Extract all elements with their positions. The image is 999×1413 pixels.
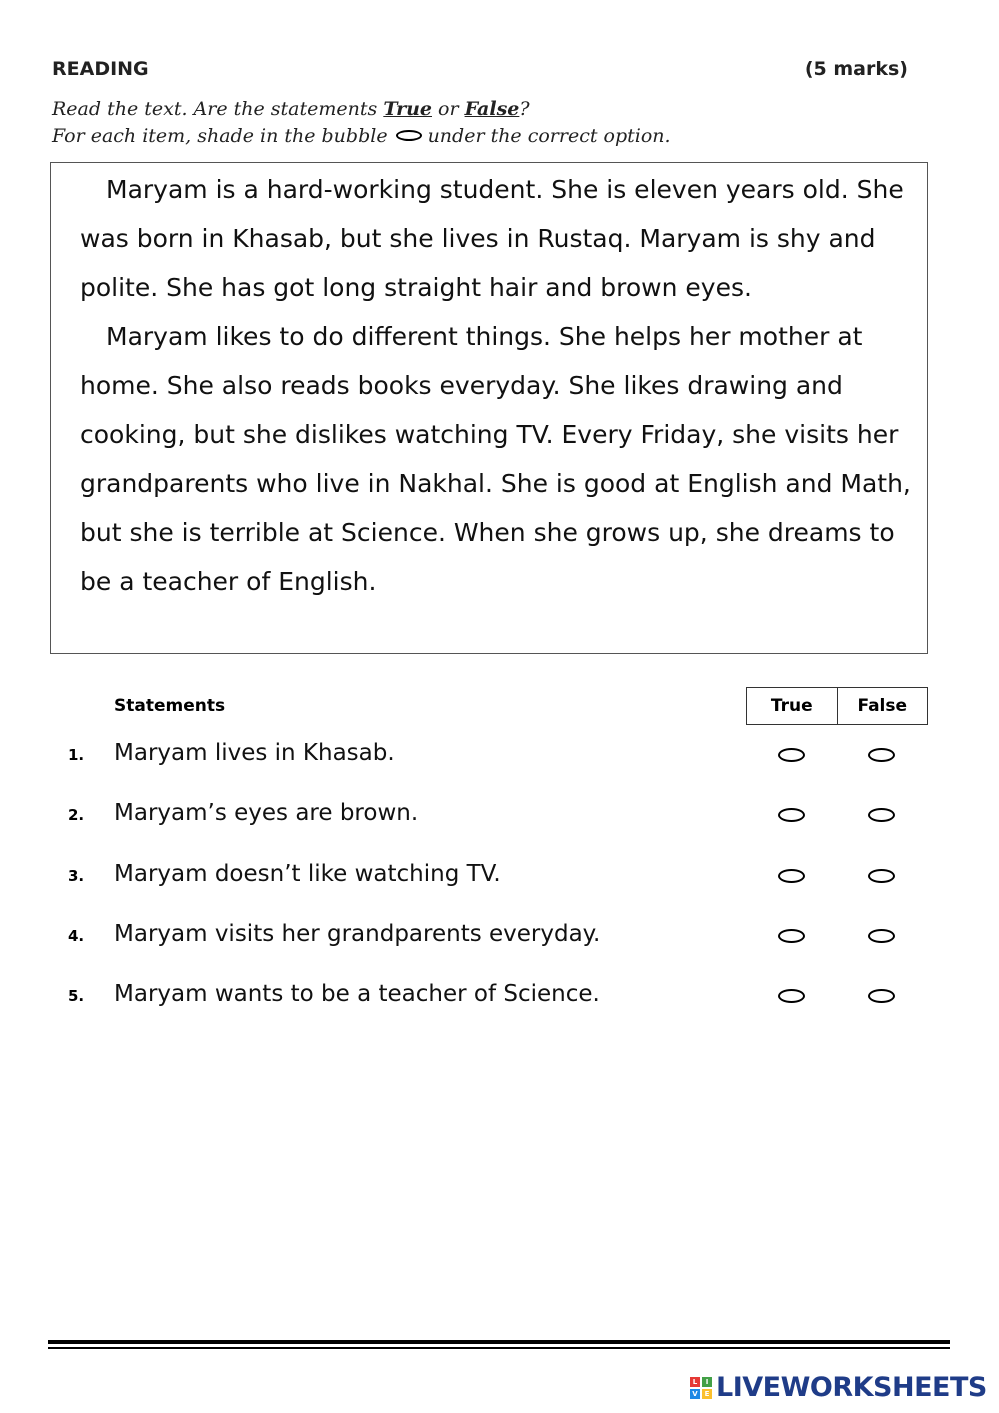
logo-square-e: E	[702, 1389, 712, 1399]
passage-paragraph-2: Maryam likes to do different things. She helps her mother at home. She also reads books everyday. She likes drawing and cooking, but she dislikes watching TV. Every Friday, she visits her grandparents who live in Nakhal. She is good at English and Math, but she is terrible at Science. When she grows up, she dreams to be a teacher of English.	[80, 322, 911, 596]
false-bubble-5[interactable]	[868, 989, 895, 1003]
false-bubble-1[interactable]	[868, 748, 895, 762]
instructions-text-2: For each item, shade in the bubble	[52, 125, 388, 147]
true-bubble-1[interactable]	[778, 748, 805, 762]
instructions	[52, 96, 671, 150]
true-false-header	[746, 687, 928, 725]
statement-row-1	[0, 738, 999, 778]
false-bubble-3[interactable]	[868, 869, 895, 883]
true-bubble-3[interactable]	[778, 869, 805, 883]
liveworksheets-logo	[690, 1372, 987, 1403]
statement-row-3	[0, 859, 999, 899]
logo-square-v: V	[690, 1389, 700, 1399]
statement-number: 2.	[68, 806, 85, 824]
false-header: False	[837, 688, 928, 724]
instructions-text: Read the text. Are the statements	[52, 98, 384, 120]
false-bubble-4[interactable]	[868, 929, 895, 943]
instructions-line-1	[52, 96, 671, 123]
false-bubble-2[interactable]	[868, 808, 895, 822]
statements-header: Statements	[114, 696, 226, 716]
instructions-line-2	[52, 123, 671, 150]
statement-text: Maryam’s eyes are brown.	[114, 800, 419, 826]
statement-number: 3.	[68, 867, 85, 885]
true-bubble-2[interactable]	[778, 808, 805, 822]
passage-paragraph-1: Maryam is a hard-working student. She is eleven years old. She was born in Khasab, but she lives in Rustaq. Maryam is shy and polite. She has got long straight hair and brown eyes.	[80, 175, 904, 302]
logo-icon	[690, 1377, 712, 1399]
section-title: READING	[52, 58, 149, 80]
marks-label: (5 marks)	[804, 58, 908, 80]
footer-divider-thin	[48, 1347, 950, 1349]
question-mark: ?	[519, 98, 530, 120]
true-word: True	[383, 98, 432, 120]
section-heading	[52, 58, 908, 80]
logo-square-i: I	[702, 1377, 712, 1387]
true-header: True	[770, 696, 813, 716]
statement-row-4	[0, 919, 999, 959]
reading-passage	[50, 162, 928, 654]
statement-text: Maryam visits her grandparents everyday.	[114, 921, 601, 947]
statement-number: 1.	[68, 746, 85, 764]
false-word: False	[464, 98, 520, 120]
true-bubble-5[interactable]	[778, 989, 805, 1003]
statement-row-5	[0, 979, 999, 1019]
statement-row-2	[0, 798, 999, 838]
or-word: or	[431, 98, 465, 120]
statement-text: Maryam wants to be a teacher of Science.	[114, 981, 600, 1007]
statement-text: Maryam doesn’t like watching TV.	[114, 861, 501, 887]
logo-text: LIVEWORKSHEETS	[716, 1372, 987, 1403]
statement-number: 4.	[68, 927, 85, 945]
true-bubble-4[interactable]	[778, 929, 805, 943]
statement-number: 5.	[68, 987, 85, 1005]
instructions-text-3: under the correct option.	[427, 125, 671, 147]
statement-text: Maryam lives in Khasab.	[114, 740, 395, 766]
footer-divider-thick	[48, 1340, 950, 1344]
logo-square-l: L	[690, 1377, 700, 1387]
bubble-icon	[396, 130, 422, 141]
